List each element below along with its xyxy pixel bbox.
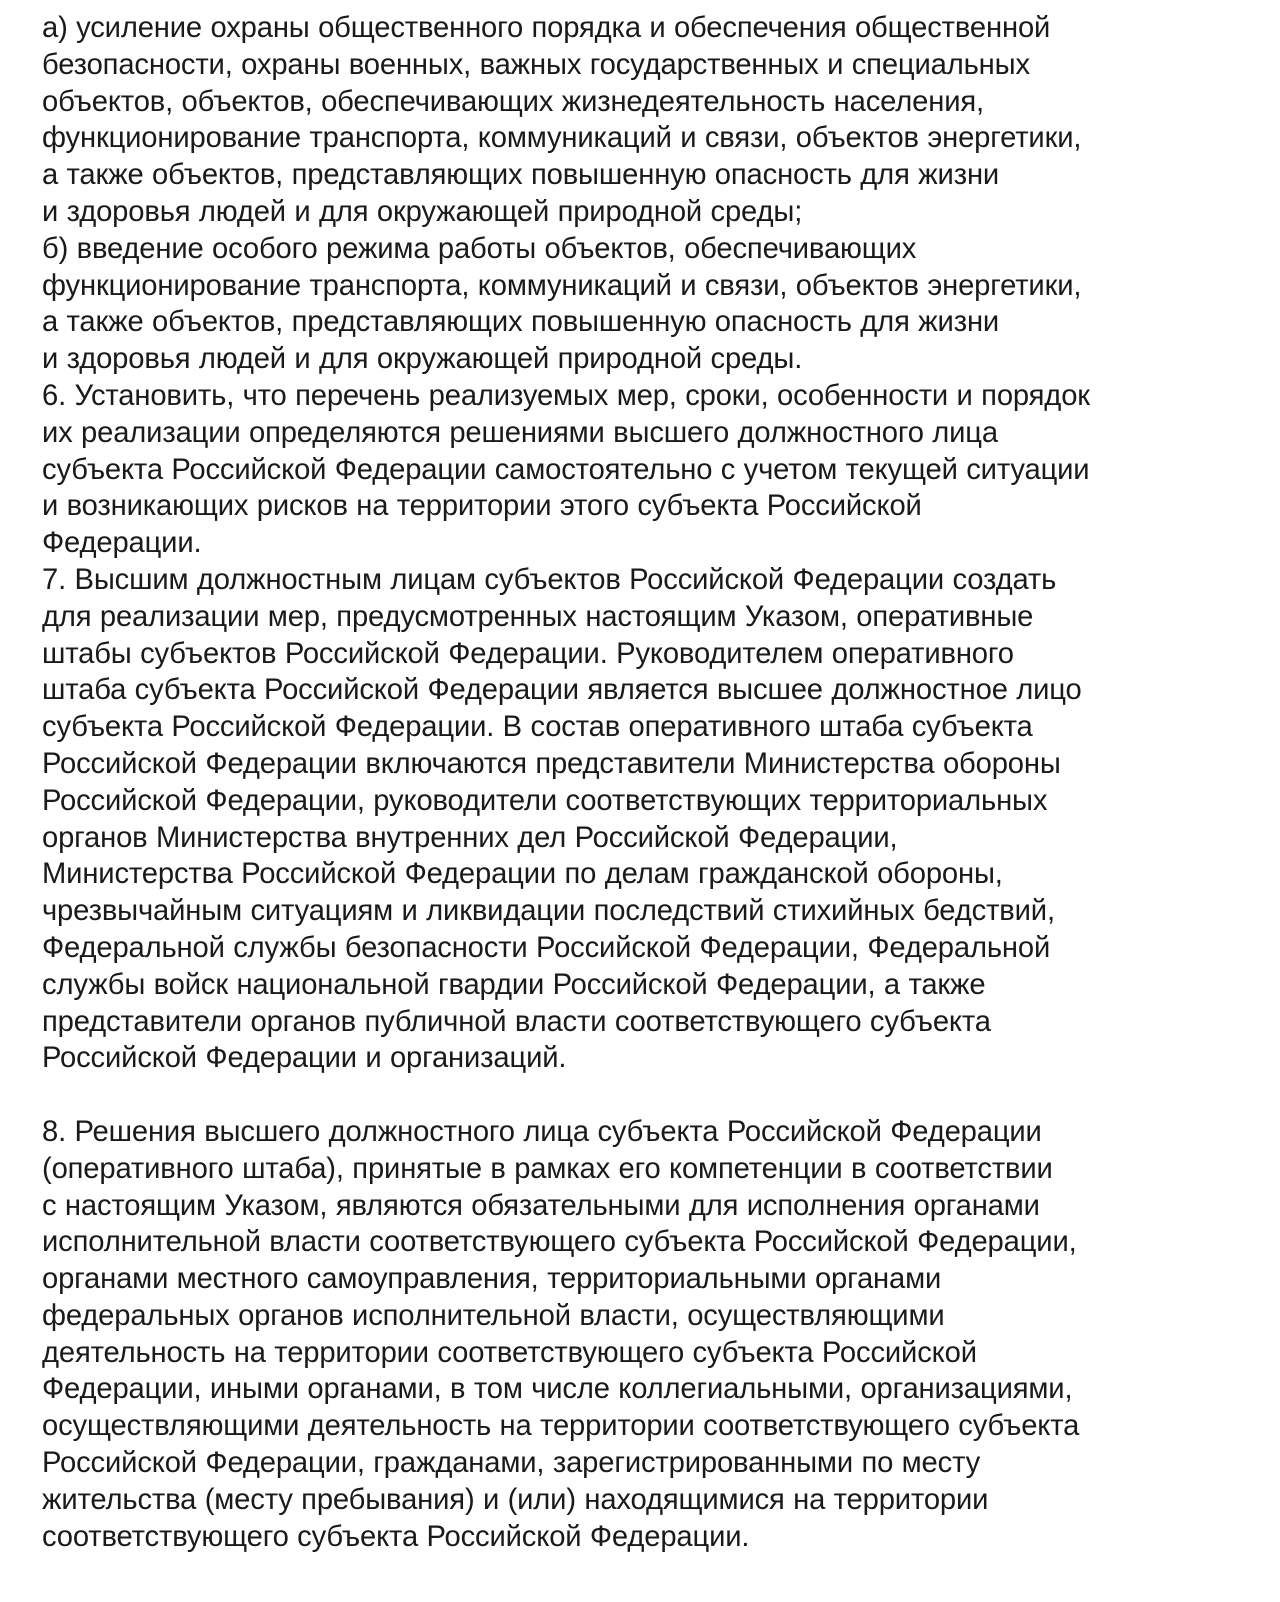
text-line: исполнительной власти соответствующего субъекта Российской Федерации, bbox=[42, 1226, 1077, 1259]
text-line: службы войск национальной гвардии Российской Федерации, а также bbox=[42, 968, 986, 1001]
text-line: Федерации. bbox=[42, 527, 202, 560]
text-line: а также объектов, представляющих повышенную опасность для жизни bbox=[42, 306, 1000, 339]
text-line: а) усиление охраны общественного порядка и обеспечения общественной bbox=[42, 12, 1051, 44]
text-line: осуществляющими деятельность на территории соответствующего субъекта bbox=[42, 1410, 1080, 1443]
text-line: с настоящим Указом, являются обязательными для исполнения органами bbox=[42, 1189, 1040, 1222]
text-line: функционирование транспорта, коммуникаций и связи, объектов энергетики, bbox=[42, 269, 1082, 302]
text-line: 7. Высшим должностным лицам субъектов Российской Федерации создать bbox=[42, 563, 1057, 596]
text-line: штабы субъектов Российской Федерации. Руководителем оперативного bbox=[42, 637, 1014, 670]
text-line: органами местного самоуправления, территориальными органами bbox=[42, 1263, 942, 1296]
paragraph-item-8 bbox=[42, 1114, 1262, 1556]
text-line: 6. Установить, что перечень реализуемых мер, сроки, особенности и порядок bbox=[42, 379, 1090, 412]
text-line: безопасности, охраны военных, важных государственных и специальных bbox=[42, 48, 1030, 81]
text-line: 8. Решения высшего должностного лица субъекта Российской Федерации bbox=[42, 1115, 1042, 1148]
text-line: жительства (месту пребывания) и (или) находящимися на территории bbox=[42, 1483, 989, 1516]
text-line: Федеральной службы безопасности Российской Федерации, Федеральной bbox=[42, 931, 1051, 964]
document-body bbox=[42, 10, 1262, 1555]
text-line: и возникающих рисков на территории этого субъекта Российской bbox=[42, 490, 922, 523]
text-line: органов Министерства внутренних дел Российской Федерации, bbox=[42, 821, 898, 854]
paragraph-item-6 bbox=[42, 378, 1262, 562]
paragraph-spacer bbox=[42, 1077, 1262, 1114]
text-line: субъекта Российской Федерации самостоятельно с учетом текущей ситуации bbox=[42, 453, 1090, 486]
text-line: представители органов публичной власти соответствующего субъекта bbox=[42, 1005, 991, 1038]
paragraph-item-a bbox=[42, 10, 1262, 231]
text-line: функционирование транспорта, коммуникаций и связи, объектов энергетики, bbox=[42, 122, 1082, 155]
text-line: для реализации мер, предусмотренных настоящим Указом, оперативные bbox=[42, 600, 1034, 633]
text-line: деятельность на территории соответствующего субъекта Российской bbox=[42, 1336, 977, 1369]
text-line: Федерации, иными органами, в том числе коллегиальными, организациями, bbox=[42, 1373, 1073, 1406]
text-line: и здоровья людей и для окружающей природной среды. bbox=[42, 343, 803, 376]
text-line: штаба субъекта Российской Федерации является высшее должностное лицо bbox=[42, 674, 1082, 707]
paragraph-item-7 bbox=[42, 562, 1262, 1077]
text-line: а также объектов, представляющих повышенную опасность для жизни bbox=[42, 159, 1000, 192]
text-line: Министерства Российской Федерации по делам гражданской обороны, bbox=[42, 858, 1003, 891]
paragraph-item-b bbox=[42, 231, 1262, 378]
text-line: их реализации определяются решениями высшего должностного лица bbox=[42, 416, 998, 449]
text-line: (оперативного штаба), принятые в рамках его компетенции в соответствии bbox=[42, 1152, 1053, 1185]
text-line: б) введение особого режима работы объектов, обеспечивающих bbox=[42, 232, 917, 265]
text-line: субъекта Российской Федерации. В состав оперативного штаба субъекта bbox=[42, 711, 1033, 744]
text-line: соответствующего субъекта Российской Федерации. bbox=[42, 1520, 750, 1553]
text-line: объектов, объектов, обеспечивающих жизнедеятельность населения, bbox=[42, 85, 984, 118]
text-line: и здоровья людей и для окружающей природной среды; bbox=[42, 195, 803, 228]
text-line: федеральных органов исполнительной власти, осуществляющими bbox=[42, 1299, 945, 1332]
text-line: Российской Федерации и организаций. bbox=[42, 1042, 567, 1075]
text-line: чрезвычайным ситуациям и ликвидации последствий стихийных бедствий, bbox=[42, 895, 1055, 928]
text-line: Российской Федерации включаются представители Министерства обороны bbox=[42, 747, 1061, 780]
text-line: Российской Федерации, руководители соответствующих территориальных bbox=[42, 784, 1048, 817]
text-line: Российской Федерации, гражданами, зарегистрированными по месту bbox=[42, 1447, 981, 1480]
